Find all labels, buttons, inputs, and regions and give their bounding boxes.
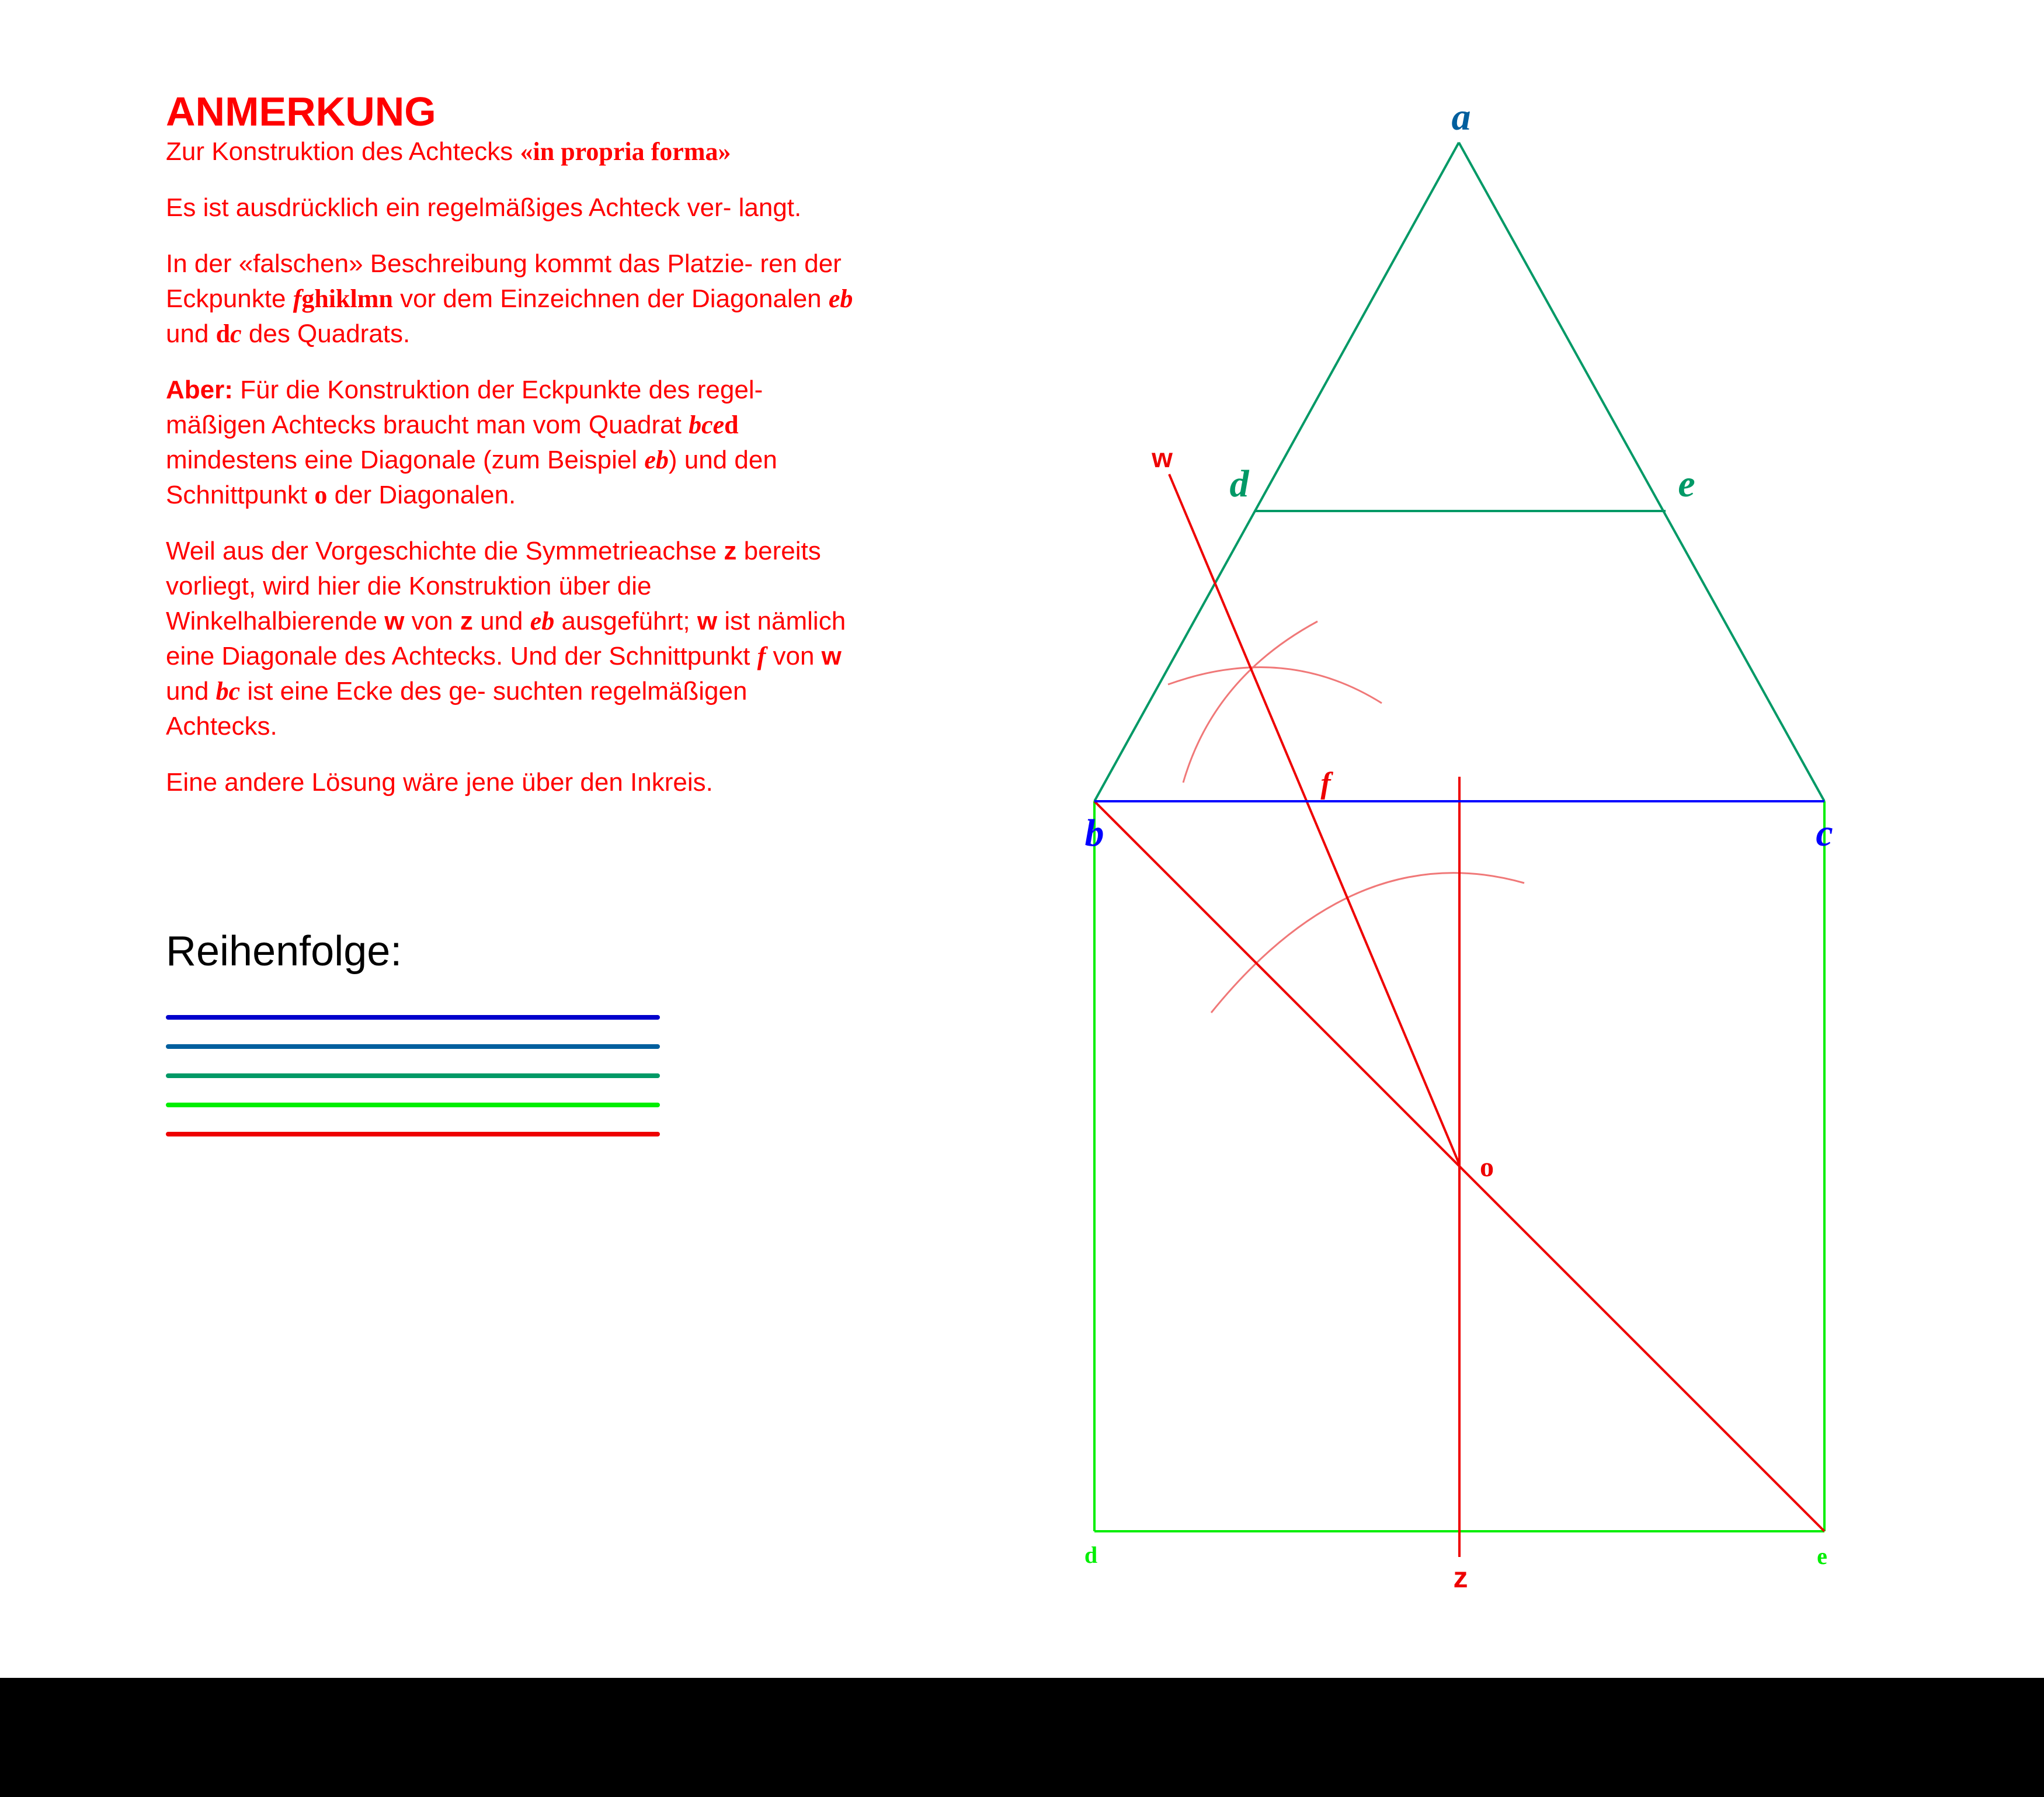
p2-text-1: In der «falschen» Beschreibung kommt das Platzie- ren der Eckpunkte	[166, 249, 842, 313]
p4-text-6: ist nämlich eine Diagonale des Achtecks. Und der Schnittpunkt	[166, 607, 846, 670]
p2-point-f: f	[293, 284, 302, 313]
p4-bisector-w: w	[384, 607, 405, 635]
label-c: c	[1816, 812, 1833, 854]
triangle-side-ab	[1094, 142, 1459, 801]
p4-bisector-w-3: w	[821, 642, 842, 670]
p3-text-4: der Diagonalen.	[327, 481, 516, 509]
p4-text-7: von	[766, 642, 822, 670]
label-d-top: d	[1229, 463, 1249, 505]
arc-3	[1211, 873, 1524, 1013]
arc-1	[1168, 668, 1382, 703]
p2-point-d: d	[215, 319, 231, 348]
p2-points-hiklmn: hiklmn	[314, 284, 393, 313]
p4-text-3: von	[404, 607, 460, 635]
subtitle-text: Zur Konstruktion des Achtecks	[166, 137, 520, 166]
label-d-bottom: d	[1084, 1542, 1098, 1568]
p4-point-f: f	[757, 642, 766, 670]
label-o: o	[1480, 1152, 1494, 1183]
arc-2	[1183, 621, 1318, 783]
p2-point-g: g	[301, 284, 315, 313]
bisector-w	[1169, 474, 1459, 1165]
p3-point-o: o	[314, 481, 328, 509]
p2-text-2: vor dem Einzeichnen der Diagonalen	[392, 284, 829, 313]
p3-aber: Aber:	[166, 376, 233, 404]
p3-square-bce: bce	[689, 411, 725, 439]
construction-arcs	[1168, 621, 1524, 1013]
bottom-bar	[0, 1678, 2044, 1797]
p3-text-3: ) und den Schnittpunkt	[166, 446, 777, 509]
p4-bisector-w-2: w	[697, 607, 718, 635]
p4-axis-z: z	[724, 537, 737, 565]
order-title: Reihenfolge:	[166, 928, 402, 975]
subtitle-emphasis: «in propria forma»	[520, 137, 731, 166]
p4-text-2: bereits vorliegt, wird hier die Konstruktion über die Winkelhalbierende	[166, 537, 821, 635]
p2-point-c: c	[230, 319, 242, 348]
label-w: w	[1152, 443, 1173, 473]
p4-side-bc: bc	[215, 677, 241, 705]
label-z: z	[1453, 1561, 1468, 1594]
p4-axis-z-2: z	[460, 607, 473, 635]
p3-diagonal-eb: eb	[644, 446, 669, 474]
label-a: a	[1451, 96, 1471, 138]
p3-text-1: Für die Konstruktion der Eckpunkte des regel- mäßigen Achtecks braucht man vom Quadrat	[166, 376, 763, 439]
triangle	[1094, 142, 1824, 801]
p4-text-4: und	[472, 607, 530, 635]
p3-square-d: d	[724, 411, 739, 439]
label-e-bottom: e	[1817, 1543, 1827, 1569]
label-b: b	[1084, 812, 1104, 854]
p4-text-5: ausgeführt;	[554, 607, 697, 635]
p2-text-3: und	[166, 319, 216, 348]
paragraph-1: Es ist ausdrücklich ein regelmäßiges Achteck ver- langt.	[166, 193, 802, 222]
p4-text-9: ist eine Ecke des ge- suchten regelmäßigen Achtecks.	[166, 677, 748, 741]
note-heading: ANMERKUNG	[166, 89, 436, 134]
label-f: f	[1320, 767, 1331, 800]
label-e-top: e	[1678, 463, 1695, 505]
triangle-side-ac	[1459, 142, 1824, 801]
p4-text-1: Weil aus der Vorgeschichte die Symmetrieachse	[166, 537, 724, 565]
paragraph-5: Eine andere Lösung wäre jene über den Inkreis.	[166, 768, 713, 797]
p2-diagonal-eb: eb	[828, 284, 853, 313]
construction-lines	[1094, 474, 1824, 1557]
p4-diagonal-eb: eb	[530, 607, 555, 635]
p4-text-8: und	[166, 677, 216, 705]
p2-text-4: des Quadrats.	[241, 319, 411, 348]
p3-text-2: mindestens eine Diagonale (zum Beispiel	[166, 446, 645, 474]
